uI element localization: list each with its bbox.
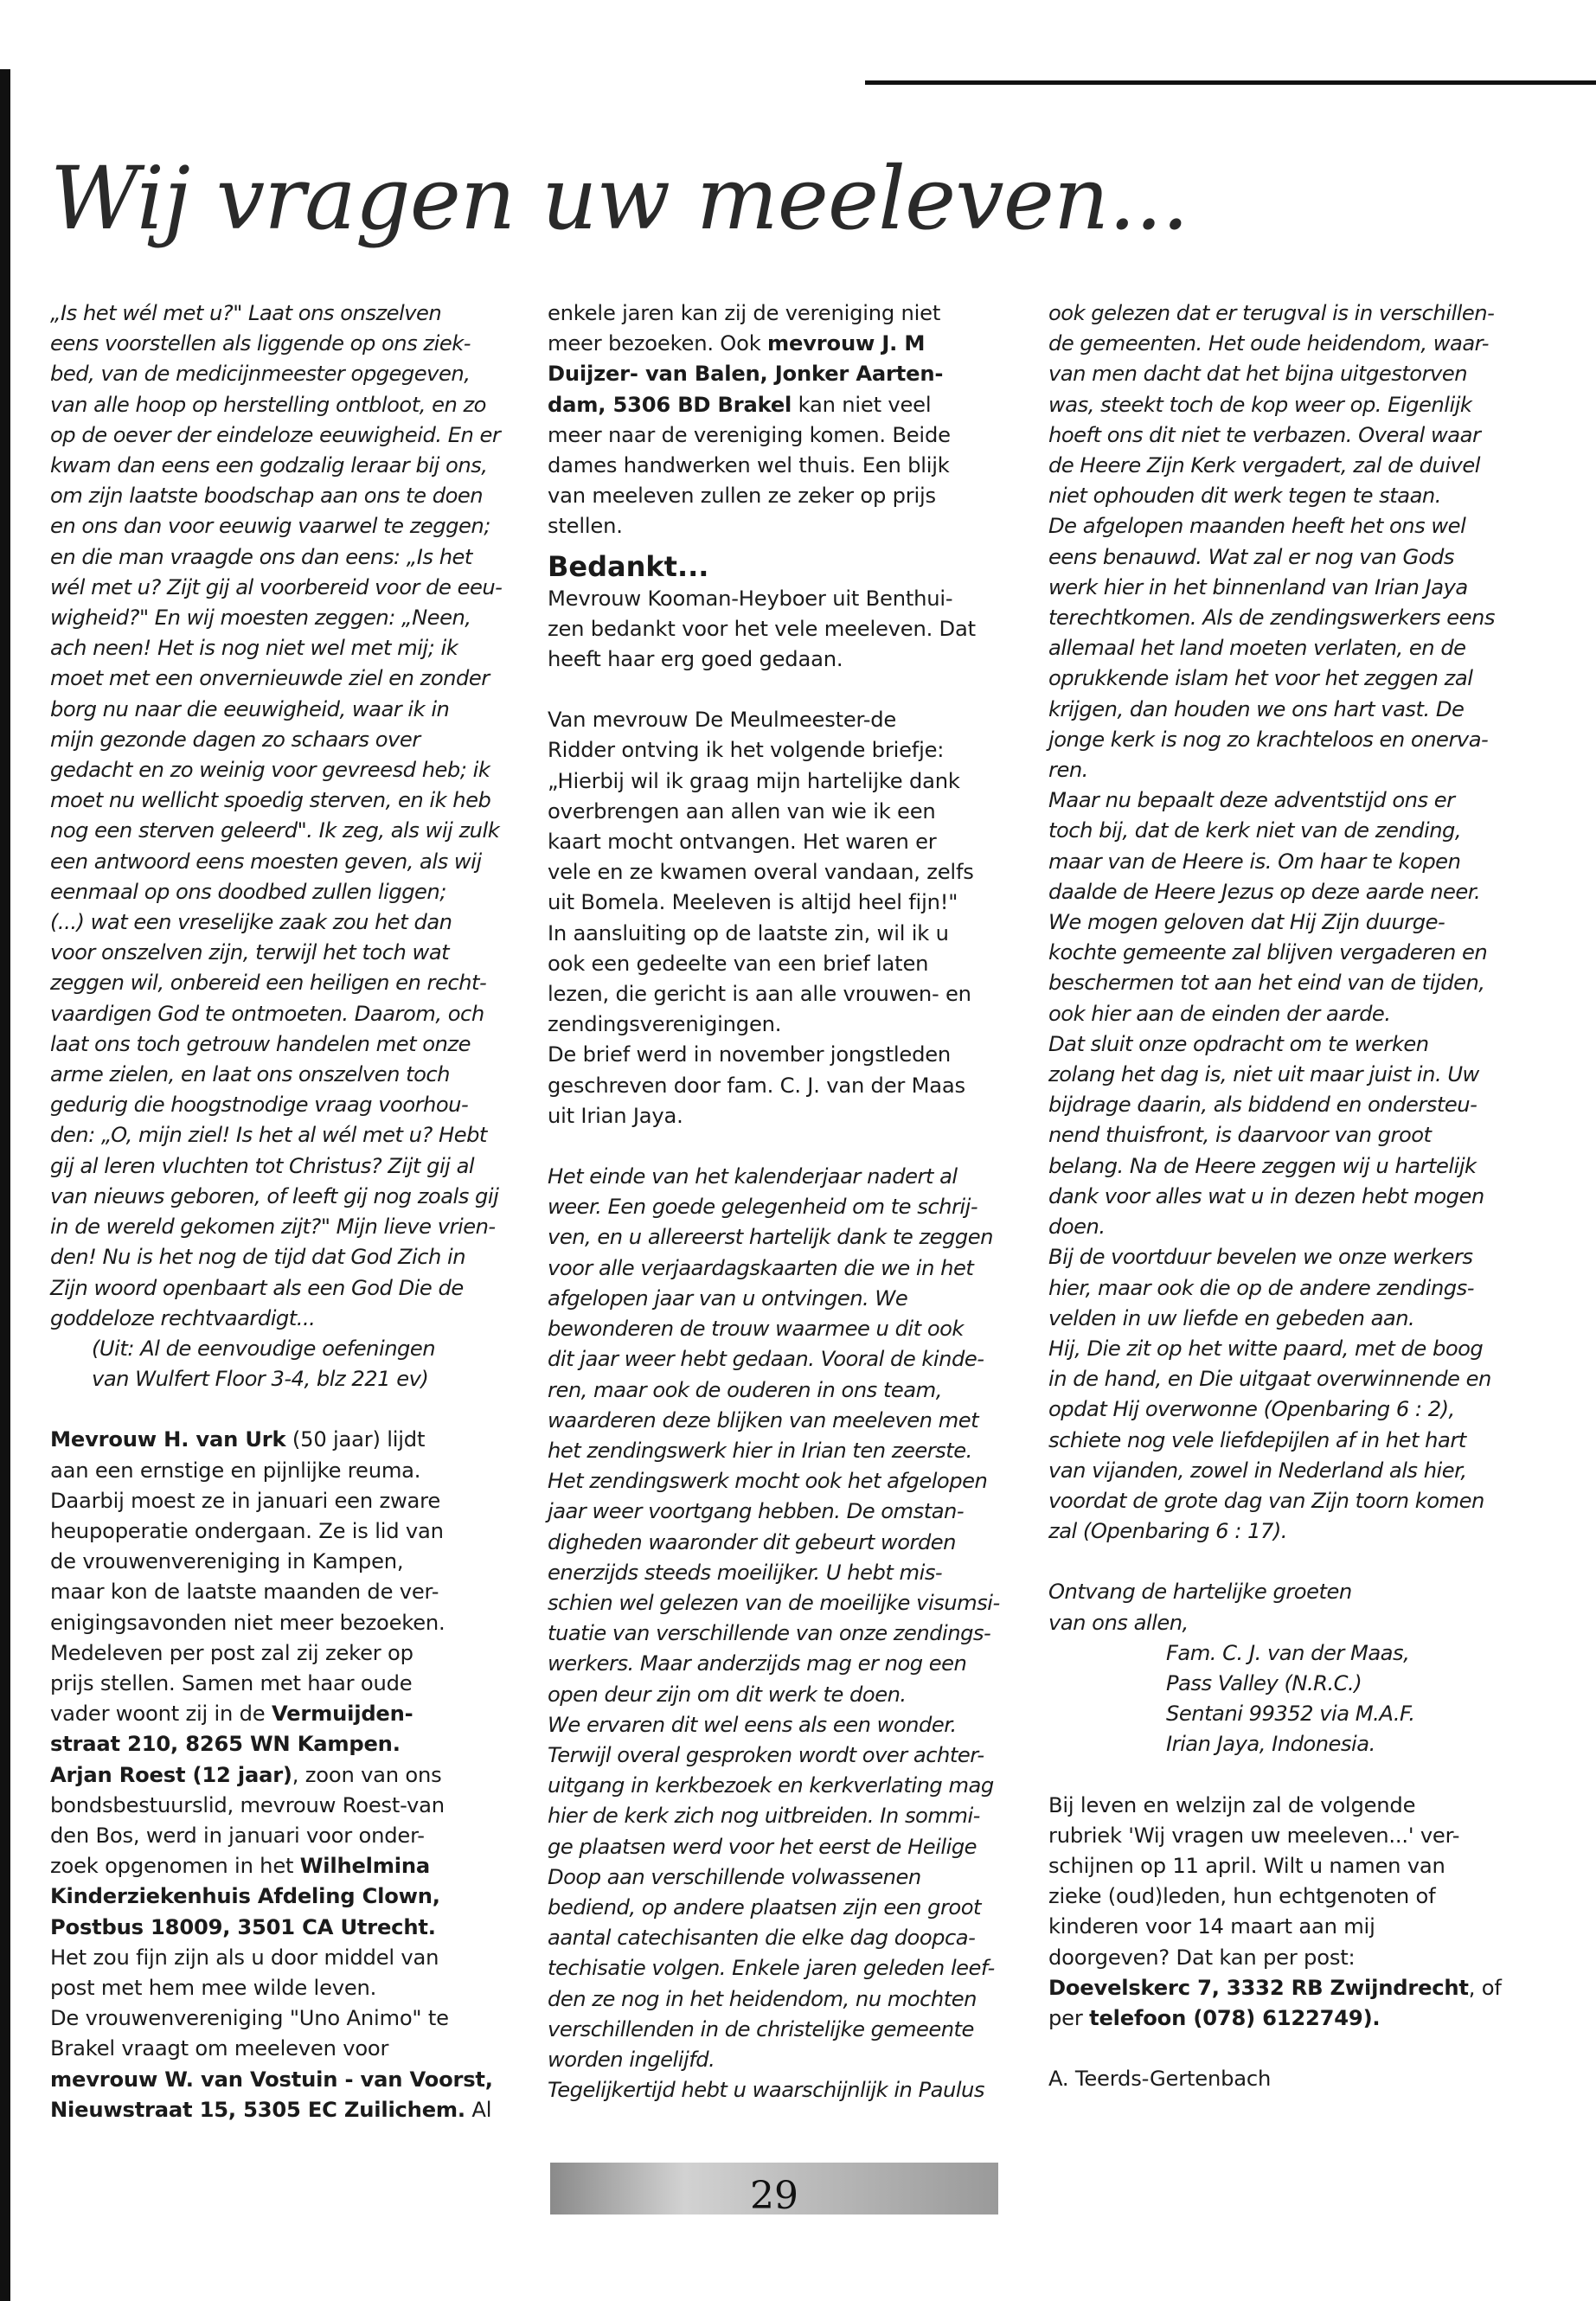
quote-block (50, 298, 509, 1334)
text-line: Fam. C. J. van der Maas, (1166, 1640, 1410, 1665)
text-line: ach neen! Het is nog niet wel met mij; ik (50, 636, 458, 661)
text-line: bediend, op andere plaatsen zijn een groot (548, 1894, 982, 1920)
text-line: gedacht en zo weinig voor gevreesd heb; ik (50, 758, 490, 783)
text-line: „Is het wél met u?" Laat ons onszelven (50, 301, 442, 325)
text-line: Van mevrouw De Meulmeester-de (548, 708, 897, 733)
ook-post: kan niet veel (792, 392, 932, 417)
column-2 (548, 298, 1010, 2106)
text-line: worden ingelijfd. (548, 2047, 715, 2072)
text-line: eens voorstellen als liggende op ons ziek- (50, 331, 471, 356)
text-line: bijdrage daarin, als biddend en ondersteu- (1048, 1093, 1477, 1118)
notice-block (1048, 1791, 1516, 1973)
text-line: zeggen wil, onbereid een heiligen en recht- (50, 971, 487, 996)
text-line: techisatie volgen. Enkele jaren geleden leef- (548, 1956, 995, 1981)
text-line: kwam dan eens een godzalig leraar bij ons, (50, 453, 488, 478)
text-line: van meeleven zullen ze zeker op prijs (548, 484, 936, 509)
text-line: uitgang in kerkbezoek en kerkverlating mag (548, 1773, 994, 1798)
text-line: dames handwerken wel thuis. Een blijk (548, 453, 950, 478)
text-line: van ons allen, (1048, 1610, 1189, 1635)
text-line: (...) wat een vreselijke zaak zou het dan (50, 910, 452, 935)
intro-block (548, 298, 1010, 329)
text-line: den! Nu is het nog de tijd dat God Zich in (50, 1245, 466, 1270)
roest-end-block (50, 1943, 509, 2065)
letter-block-2 (1048, 298, 1516, 1547)
roest-hospital-1: Wilhelmina (299, 1854, 430, 1879)
meulmeester-block (548, 705, 1010, 1131)
text-line: Hij, Die zit op het witte paard, met de boog (1048, 1336, 1484, 1361)
author: A. Teerds-Gertenbach (1048, 2067, 1272, 2092)
text-line: Het einde van het kalenderjaar nadert al (548, 1164, 958, 1189)
vostuin-al: Al (465, 2097, 492, 2122)
text-line: niet ophouden dit werk tegen te staan. (1048, 484, 1441, 509)
text-line: schijnen op 11 april. Wilt u namen van (1048, 1853, 1445, 1878)
text-line: voordat de grote dag van Zijn toorn komen (1048, 1488, 1484, 1513)
text-line: post met hem mee wilde leven. (50, 1975, 377, 2000)
roest-block (50, 1791, 509, 1851)
text-line: krijgen, dan houden we ons hart vast. De (1048, 696, 1465, 721)
text-line: kinderen voor 14 maart aan mij (1048, 1914, 1375, 1939)
text-line: van nieuws geboren, of leeft gij nog zoals gij (50, 1183, 499, 1208)
text-line: jaar weer voortgang hebben. De omstan- (548, 1499, 965, 1524)
text-line: van Wulfert Floor 3-4, blz 221 ev) (92, 1367, 429, 1392)
vostuin-2: Nieuwstraat 15, 5305 EC Zuilichem. (50, 2097, 465, 2122)
text-line: velden in uw liefde en gebeden aan. (1048, 1305, 1415, 1330)
text-line: Maar nu bepaalt deze adventstijd ons er (1048, 788, 1455, 813)
text-line: de Heere Zijn Kerk vergadert, zal de duivel (1048, 453, 1480, 478)
text-line: gedurig die hoogstnodige vraag voorhou- (50, 1093, 469, 1118)
text-line: het zendingswerk hier in Irian ten zeerste. (548, 1438, 972, 1463)
text-line: zieke (oud)leden, hun echtgenoten of (1048, 1884, 1436, 1909)
text-line: Het zendingswerk mocht ook het afgelopen (548, 1469, 988, 1494)
text-line: ren. (1048, 758, 1088, 783)
text-line: Bij leven en welzijn zal de volgende (1048, 1792, 1416, 1817)
phone-number: telefoon (078) 6122749). (1089, 2005, 1381, 2030)
text-line: Daarbij moest ze in januari een zware (50, 1488, 441, 1513)
text-line: van men dacht dat het bijna uitgestorven (1048, 362, 1468, 387)
ook-bold-2: Duijzer- van Balen, Jonker Aarten- (548, 362, 944, 387)
rest-block (548, 420, 1010, 542)
text-line: rubriek 'Wij vragen uw meeleven...' ver- (1048, 1823, 1460, 1848)
text-line: toch bij, dat de kerk niet van de zending, (1048, 818, 1462, 843)
text-line: moet met een onvernieuwde ziel en zonder (50, 666, 490, 691)
text-line: enerzijds steeds moeilijker. U hebt mis- (548, 1560, 943, 1585)
text-line: enkele jaren kan zij de vereniging niet (548, 301, 941, 325)
text-line: tuatie van verschillende van onze zendings- (548, 1621, 991, 1646)
post-address: Doevelskerc 7, 3332 RB Zwijndrecht (1048, 1975, 1469, 2000)
text-line: verschillenden in de christelijke gemeente (548, 2016, 974, 2041)
text-line: beschermen tot aan het eind van de tijden, (1048, 971, 1485, 996)
roest-prefix: zoek opgenomen in het (50, 1854, 300, 1879)
text-line: mijn gezonde dagen zo schaars over (50, 727, 420, 752)
text-line: oprukkende islam het voor het zeggen zal (1048, 666, 1473, 691)
urk-line (50, 1425, 509, 1455)
text-line: Irian Jaya, Indonesia. (1166, 1732, 1375, 1757)
text-line: bondsbestuurslid, mevrouw Roest-van (50, 1792, 445, 1817)
text-line: uit Irian Jaya. (548, 1103, 683, 1128)
text-line: meer naar de vereniging komen. Beide (548, 422, 951, 447)
text-line: lezen, die gericht is aan alle vrouwen- en (548, 982, 971, 1007)
text-line: jonge kerk is nog zo krachteloos en onerva- (1048, 727, 1489, 752)
text-line: We ervaren dit wel eens als een wonder. (548, 1712, 957, 1737)
text-line: „Hierbij wil ik graag mijn hartelijke dank (548, 768, 960, 793)
text-line: borg nu naar die eeuwigheid, waar ik in (50, 696, 450, 721)
text-line: De vrouwenvereniging "Uno Animo" te (50, 2006, 449, 2031)
section-heading-bedankt: Bedankt... (548, 549, 709, 583)
text-line: de gemeenten. Het oude heidendom, waar- (1048, 331, 1490, 356)
roest-hospital-2: Kinderziekenhuis Afdeling Clown, (50, 1884, 440, 1909)
text-line: dit jaar weer hebt gedaan. Vooral de kinde- (548, 1347, 984, 1372)
text-line: belang. Na de Heere zeggen wij u hartelijk (1048, 1153, 1477, 1178)
text-line: Sentani 99352 via M.A.F. (1166, 1702, 1415, 1727)
text-line: en die man vraagde ons dan eens: „Is het (50, 544, 472, 569)
text-line: overbrengen aan allen van wie ik een (548, 798, 936, 824)
text-line: allemaal het land moeten verlaten, en de (1048, 636, 1466, 661)
urk-age: (50 jaar) lijdt (285, 1427, 426, 1452)
top-rule (865, 80, 1596, 85)
text-line: hier de kerk zich nog uitbreiden. In sommi- (548, 1804, 980, 1829)
text-line: uit Bomela. Meeleven is altijd heel fijn!" (548, 890, 958, 915)
text-line: maar van de Heere is. Om haar te kopen (1048, 849, 1461, 874)
text-line: ook een gedeelte van een brief laten (548, 951, 929, 976)
roest-name: Arjan Roest (12 jaar) (50, 1762, 292, 1787)
text-line: We mogen geloven dat Hij Zijn duurge- (1048, 910, 1445, 935)
text-line: goddeloze rechtvaardigt... (50, 1305, 316, 1330)
column-1 (50, 298, 509, 2125)
text-line: den: „O, mijn ziel! Is het al wél met u? Hebt (50, 1123, 487, 1148)
text-line: gij al leren vluchten tot Christus? Zijt gij al (50, 1153, 475, 1178)
text-line: zendingsverenigingen. (548, 1012, 782, 1037)
ook-bold-3: dam, 5306 BD Brakel (548, 392, 792, 417)
text-line: op de oever der eindeloze eeuwigheid. En er (50, 422, 501, 447)
text-line: Ridder ontving ik het volgende briefje: (548, 738, 945, 763)
signature-block (1048, 1638, 1516, 1760)
roest-post: , zoon van ons (292, 1762, 442, 1787)
text-line: ge plaatsen werd voor het eerst de Heilige (548, 1834, 977, 1859)
ook-line-1 (548, 329, 1010, 359)
text-line: ven, en u allereerst hartelijk dank te zeggen (548, 1225, 993, 1250)
text-line: werk hier in het binnenland van Irian Jaya (1048, 574, 1468, 599)
spacer (1048, 1760, 1516, 1791)
urk-address-prefix: vader woont zij in de (50, 1702, 272, 1727)
text-line: Medeleven per post zal zij zeker op (50, 1640, 413, 1665)
text-line: Doop aan verschillende volwassenen (548, 1864, 921, 1889)
text-line: (Uit: Al de eenvoudige oefeningen (92, 1336, 436, 1361)
text-line: en ons dan voor eeuwig vaarwel te zeggen; (50, 514, 490, 539)
text-line: was, steekt toch de kop weer op. Eigenlijk (1048, 392, 1472, 417)
spacer (548, 1131, 1010, 1162)
text-line: eens benauwd. Wat zal er nog van Gods (1048, 544, 1454, 569)
text-line: hoeft ons dit niet te verbazen. Overal waar (1048, 422, 1481, 447)
urk-address-2: straat 210, 8265 WN Kampen. (50, 1732, 401, 1757)
urk-address-line (50, 1699, 509, 1729)
text-line: werkers. Maar anderzijds mag er nog een (548, 1651, 967, 1676)
text-line: bewonderen de trouw waarmee u dit ook (548, 1317, 964, 1342)
text-line: vele en ze kwamen overal vandaan, zelfs (548, 860, 974, 885)
text-line: doorgeven? Dat kan per post: (1048, 1945, 1356, 1970)
text-line: aantal catechisanten die elke dag doopca- (548, 1926, 976, 1951)
roest-hospital-line (50, 1851, 509, 1881)
text-line: doen. (1048, 1215, 1106, 1240)
text-line: Ontvang de hartelijke groeten (1048, 1580, 1352, 1605)
text-line: aan een ernstige en pijnlijke reuma. (50, 1458, 421, 1483)
vostuin-line-2 (50, 2095, 509, 2125)
text-line: Brakel vraagt om meeleven voor (50, 2036, 389, 2061)
spacer (548, 675, 1010, 705)
text-line: nog een sterven geleerd". Ik zeg, als wij zulk (50, 818, 500, 843)
text-line: digheden waaronder dit gebeurt worden (548, 1529, 957, 1554)
page-number: 29 (750, 2174, 798, 2214)
text-line: Tegelijkertijd hebt u waarschijnlijk in Paulus (548, 2078, 984, 2103)
text-line: vaardigen God te ontmoeten. Daarom, och (50, 1001, 484, 1026)
text-line: weer. Een goede gelegenheid om te schrij- (548, 1195, 978, 1220)
text-line: wél met u? Zijt gij al voorbereid voor de eeu- (50, 574, 503, 599)
text-line: dank voor alles wat u in dezen hebt mogen (1048, 1183, 1484, 1208)
text-line: moet nu wellicht spoedig sterven, en ik heb (50, 788, 491, 813)
text-line: Pass Valley (N.R.C.) (1166, 1670, 1362, 1695)
roest-hospital-3: Postbus 18009, 3501 CA Utrecht. (50, 1914, 436, 1939)
urk-name: Mevrouw H. van Urk (50, 1427, 286, 1452)
text-line: schiete nog vele liefdepijlen af in het hart (1048, 1427, 1466, 1452)
urk-address-1: Vermuijden- (271, 1702, 413, 1727)
text-line: om zijn laatste boodschap aan ons te doen (50, 484, 484, 509)
text-line: geschreven door fam. C. J. van der Maas (548, 1073, 965, 1098)
text-line: afgelopen jaar van u ontvingen. We (548, 1285, 908, 1311)
text-line: De afgelopen maanden heeft het ons wel (1048, 514, 1466, 539)
spacer (1048, 2034, 1516, 2064)
text-line: ook gelezen dat er terugval is in verschillen- (1048, 301, 1495, 325)
page-title: Wij vragen uw meeleven... (50, 148, 1189, 249)
text-line: kaart mocht ontvangen. Het waren er (548, 830, 937, 855)
text-line: laat ons toch getrouw handelen met onze (50, 1031, 471, 1056)
text-line: den Bos, werd in januari voor onder- (50, 1823, 425, 1848)
text-line: Mevrouw Kooman-Heyboer uit Benthui- (548, 586, 953, 611)
spacer (50, 1394, 509, 1425)
letter-block-1 (548, 1162, 1010, 2106)
left-edge-bar (0, 69, 10, 2301)
post-of: , of (1468, 1975, 1502, 2000)
text-line: hier, maar ook die op de andere zendings- (1048, 1275, 1474, 1300)
text-line: open deur zijn om dit werk te doen. (548, 1682, 907, 1707)
ook-bold-1: mevrouw J. M (767, 331, 926, 356)
text-line: heupoperatie ondergaan. Ze is lid van (50, 1518, 444, 1543)
text-line: daalde de Heere Jezus op deze aarde neer. (1048, 879, 1481, 904)
bedankt-block (548, 584, 1010, 676)
text-line: In aansluiting op de laatste zin, wil ik u (548, 920, 949, 945)
text-line: waarderen deze blijken van meeleven met (548, 1407, 979, 1433)
text-line: voor onszelven zijn, terwijl het toch wat (50, 940, 450, 965)
phone-line (1048, 2003, 1516, 2034)
ook-line-3 (548, 390, 1010, 420)
text-line: ren, maar ook de ouderen in ons team, (548, 1377, 942, 1402)
text-line: opdat Hij overwonne (Openbaring 6 : 2), (1048, 1397, 1455, 1422)
text-line: eenmaal op ons doodbed zullen liggen; (50, 879, 446, 904)
text-line: zen bedankt voor het vele meeleven. Dat (548, 616, 976, 641)
text-line: den ze nog in het heidendom, nu mochten (548, 1986, 977, 2011)
text-line: zolang het dag is, niet uit maar juist in. Uw (1048, 1062, 1479, 1087)
ook-prefix: meer bezoeken. Ook (548, 331, 768, 356)
roest-line (50, 1760, 509, 1791)
greeting-block (1048, 1577, 1516, 1638)
vostuin-1: mevrouw W. van Vostuin - van Voorst, (50, 2067, 493, 2092)
text-line: kochte gemeente zal blijven vergaderen en (1048, 940, 1488, 965)
text-line: Het zou fijn zijn als u door middel van (50, 1945, 439, 1970)
text-line: wigheid?" En wij moesten zeggen: „Neen, (50, 606, 471, 631)
text-line: schien wel gelezen van de moeilijke visumsi- (548, 1590, 1000, 1615)
text-line: in de hand, en Die uitgaat overwinnende en (1048, 1367, 1491, 1392)
quote-source (50, 1334, 509, 1394)
text-line: terechtkomen. Als de zendingswerkers eens (1048, 606, 1495, 631)
text-line: in de wereld gekomen zijt?" Mijn lieve vrien- (50, 1215, 496, 1240)
text-line: voor alle verjaardagskaarten die we in het (548, 1255, 974, 1280)
column-3 (1048, 298, 1516, 2094)
text-line: ook hier aan de einden der aarde. (1048, 1001, 1391, 1026)
text-line: Bij de voortduur bevelen we onze werkers (1048, 1245, 1473, 1270)
text-line: Terwijl overal gesproken wordt over achter- (548, 1742, 984, 1767)
text-line: een antwoord eens moesten geven, als wij (50, 849, 482, 874)
text-line: enigingsavonden niet meer bezoeken. (50, 1610, 445, 1635)
spacer (1048, 1547, 1516, 1577)
text-line: de vrouwenvereniging in Kampen, (50, 1549, 404, 1574)
text-line: Dat sluit onze opdracht om te werken (1048, 1031, 1429, 1056)
text-line: bed, van de medicijnmeester opgegeven, (50, 362, 471, 387)
text-line: arme zielen, en laat ons onszelven toch (50, 1062, 451, 1087)
text-line: De brief werd in november jongstleden (548, 1042, 952, 1067)
text-line: Zijn woord openbaart als een God Die de (50, 1275, 464, 1300)
phone-prefix: per (1048, 2005, 1090, 2030)
text-line: heeft haar erg goed gedaan. (548, 647, 843, 672)
urk-block (50, 1456, 509, 1700)
post-address-line (1048, 1973, 1516, 2003)
text-line: maar kon de laatste maanden de ver- (50, 1580, 439, 1605)
text-line: nend thuisfront, is daarvoor van groot (1048, 1123, 1432, 1148)
text-line: van vijanden, zowel in Nederland als hier, (1048, 1458, 1467, 1483)
text-line: prijs stellen. Samen met haar oude (50, 1670, 413, 1695)
text-line: stellen. (548, 514, 623, 539)
text-line: zal (Openbaring 6 : 17). (1048, 1519, 1287, 1544)
text-line: van alle hoop op herstelling ontbloot, en zo (50, 392, 486, 417)
